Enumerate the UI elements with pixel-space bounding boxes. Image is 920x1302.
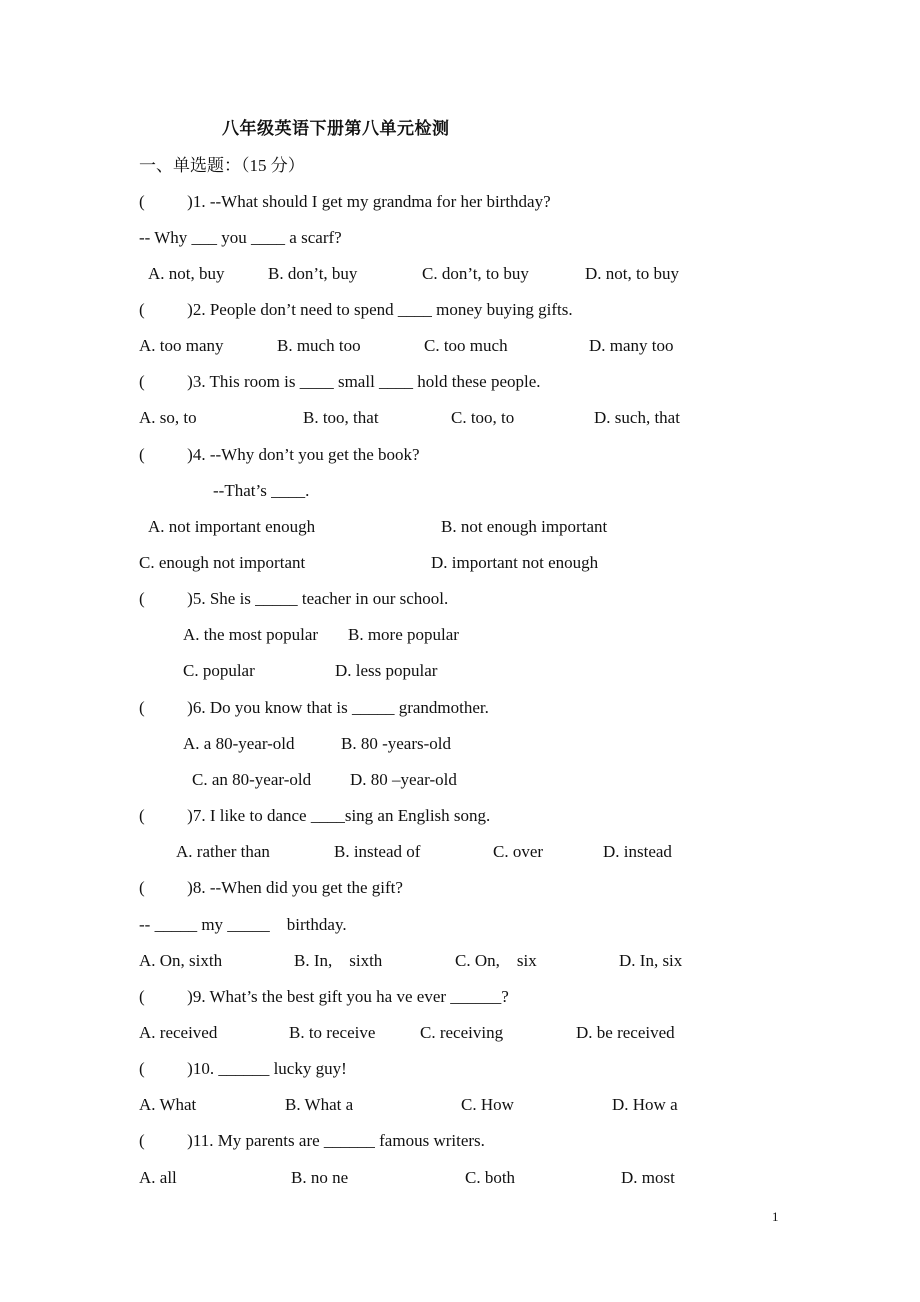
option-a: A. all: [139, 1168, 177, 1187]
option-a: A. On, sixth: [139, 951, 223, 970]
option-d: D. less popular: [335, 661, 438, 680]
option-a: A. not important enough: [148, 517, 316, 536]
question-2: ( )2. People don’t need to spend ____ money buying gifts.: [139, 300, 573, 319]
option-d: D. instead: [603, 842, 672, 861]
option-d: D. most: [621, 1168, 675, 1187]
option-c: C. popular: [183, 661, 255, 680]
option-d: D. important not enough: [431, 553, 599, 572]
question-8: ( )8. --When did you get the gift?: [139, 878, 403, 897]
option-c: C. too, to: [451, 408, 515, 427]
option-b: B. instead of: [334, 842, 421, 861]
option-b: B. more popular: [348, 625, 459, 644]
option-a: A. so, to: [139, 408, 197, 427]
option-c: C. receiving: [420, 1023, 504, 1042]
page-number: 1: [772, 1209, 779, 1224]
option-a: A. a 80-year-old: [183, 734, 295, 753]
page-title: 八年级英语下册第八单元检测: [222, 119, 450, 138]
option-b: B. no ne: [291, 1168, 349, 1187]
question-1: ( )1. --What should I get my grandma for her birthday?: [139, 192, 551, 211]
question-4: ( )4. --Why don’t you get the book?: [139, 445, 420, 464]
option-c: C. over: [493, 842, 544, 861]
question-11: ( )11. My parents are ______ famous writers.: [139, 1131, 485, 1150]
option-d: D. be received: [576, 1023, 675, 1042]
question-5: ( )5. She is _____ teacher in our school.: [139, 589, 449, 608]
option-a: A. too many: [139, 336, 224, 355]
option-d: D. 80 –year-old: [350, 770, 457, 789]
question-10: ( )10. ______ lucky guy!: [139, 1059, 347, 1078]
option-c: C. don’t, to buy: [422, 264, 529, 283]
option-a: A. rather than: [176, 842, 270, 861]
option-b: B. not enough important: [441, 517, 608, 536]
option-b: B. 80 -years-old: [341, 734, 452, 753]
option-c: C. too much: [424, 336, 508, 355]
question-8-dialog: -- _____ my _____ birthday.: [139, 915, 347, 934]
option-a: A. received: [139, 1023, 218, 1042]
option-d: D. In, six: [619, 951, 683, 970]
question-6: ( )6. Do you know that is _____ grandmother.: [139, 698, 489, 717]
option-a: A. the most popular: [183, 625, 319, 644]
option-c: C. both: [465, 1168, 516, 1187]
option-d: D. many too: [589, 336, 674, 355]
option-c: C. an 80-year-old: [192, 770, 312, 789]
option-b: B. much too: [277, 336, 361, 355]
option-b: B. In, sixth: [294, 951, 383, 970]
option-b: B. too, that: [303, 408, 379, 427]
question-4-dialog: --That’s ____.: [213, 481, 310, 500]
option-c: C. How: [461, 1095, 514, 1114]
option-d: D. not, to buy: [585, 264, 679, 283]
section-heading: 一、单选题：（15 分）: [139, 156, 305, 175]
option-a: A. What: [139, 1095, 197, 1114]
question-1-dialog: -- Why ___ you ____ a scarf?: [139, 228, 342, 247]
option-b: B. to receive: [289, 1023, 376, 1042]
option-c: C. On, six: [455, 951, 537, 970]
option-b: B. don’t, buy: [268, 264, 358, 283]
question-7: ( )7. I like to dance ____sing an English song.: [139, 806, 491, 825]
question-9: ( )9. What’s the best gift you ha ve ever ______?: [139, 987, 509, 1006]
option-b: B. What a: [285, 1095, 354, 1114]
option-d: D. How a: [612, 1095, 678, 1114]
question-3: ( )3. This room is ____ small ____ hold these people.: [139, 372, 541, 391]
option-c: C. enough not important: [139, 553, 306, 572]
option-a: A. not, buy: [148, 264, 225, 283]
option-d: D. such, that: [594, 408, 680, 427]
